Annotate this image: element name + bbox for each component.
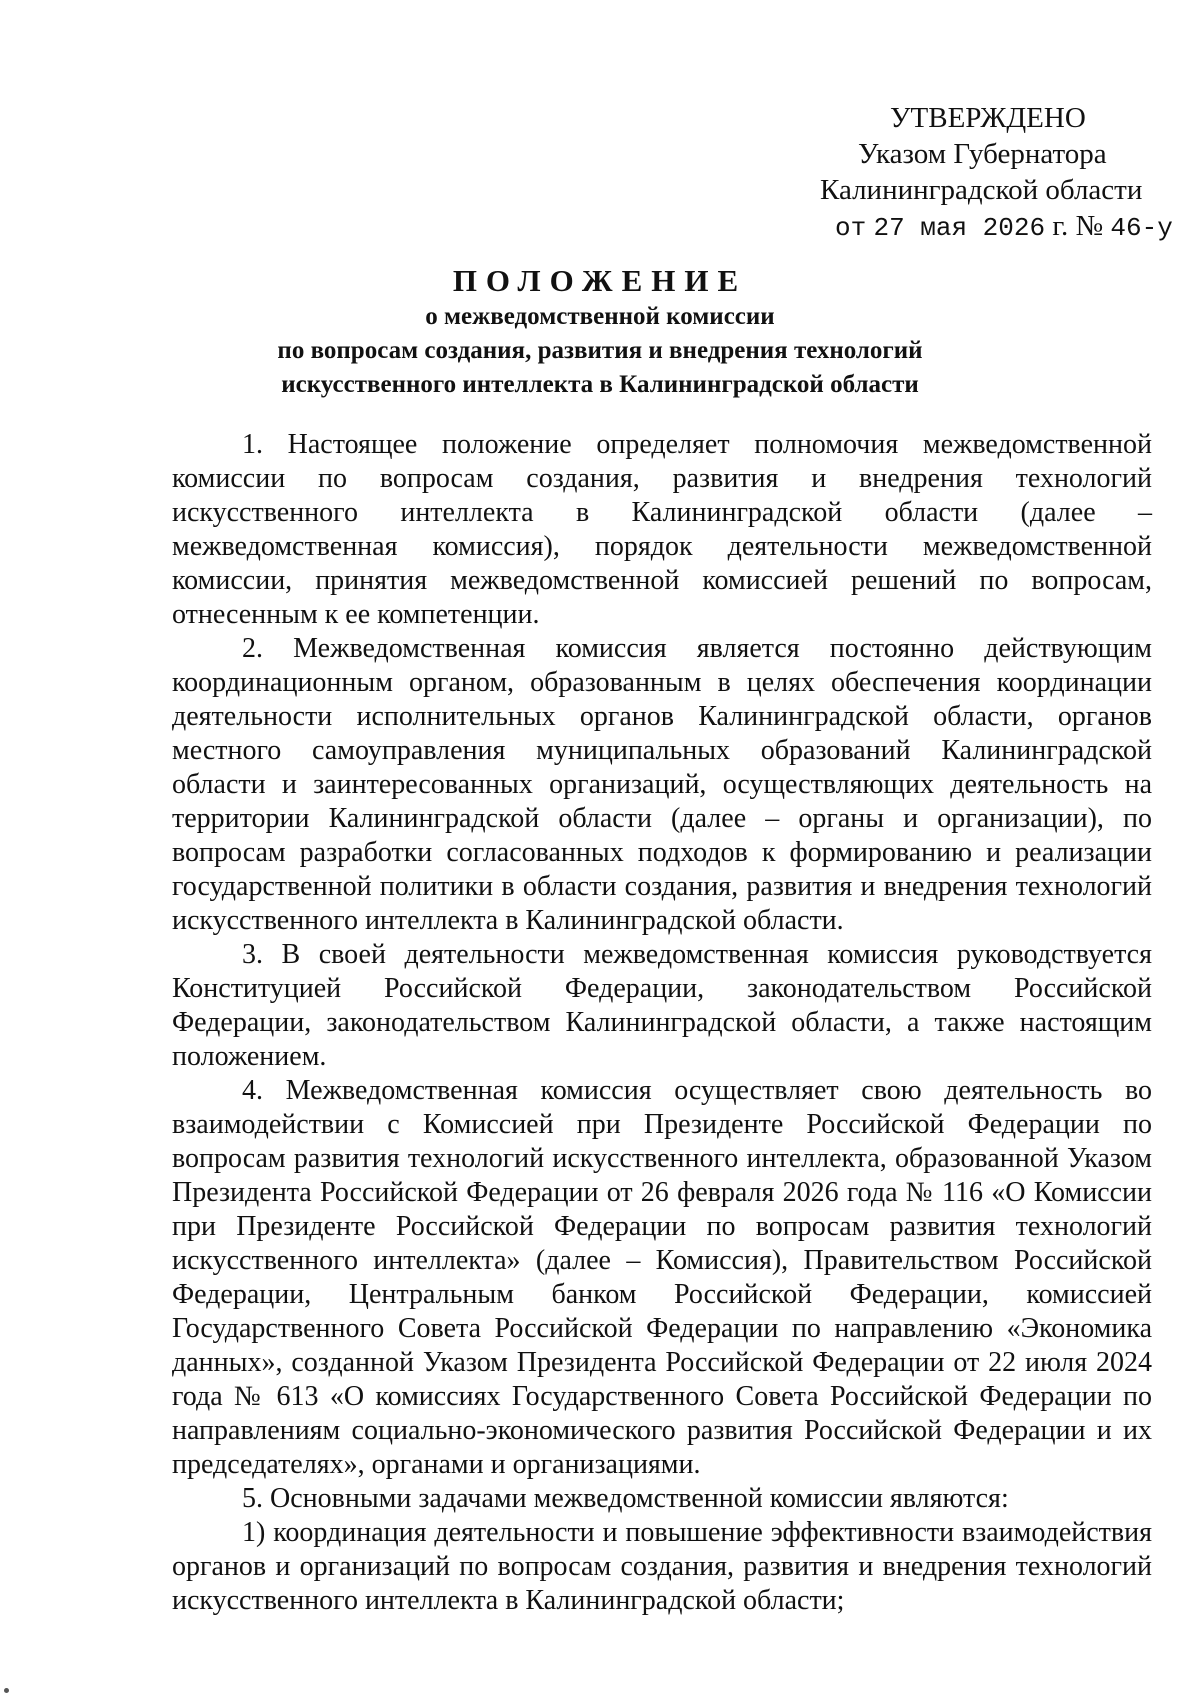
approval-date-line bbox=[820, 208, 1173, 246]
document-title-block bbox=[0, 262, 1200, 402]
approval-region: Калининградской области bbox=[820, 174, 1143, 206]
document-subtitle-line: о межведомственной комиссии bbox=[425, 303, 775, 330]
document-body bbox=[172, 428, 1152, 1618]
paragraph-5-item-1: 1) координация деятельности и повышение эффективности взаимодействия органов и организаций по вопросам создания, развития и внедрения технологий искусственного интеллекта в Калининградской области; bbox=[172, 1517, 1152, 1616]
paragraph-4: 4. Межведомственная комиссия осуществляет свою деятельность во взаимодействии с Комиссией при Президенте Российской Федерации по вопросам развития технологий искусственного интеллекта, образованной Указом Президента Российской Федерации от 26 февраля 2026 года № 116 «О Комиссии при Президенте Российской Федерации по вопросам развития технологий искусственного интеллекта» (далее – Комиссия), Правительством Российской Федерации, Центральным банком Российской Федерации, комиссией Государственного Совета Российской Федерации по направлению «Экономика данных», созданной Указом Президента Российской Федерации от 22 июля 2024 года № 613 «О комиссиях Государственного Совета Российской Федерации по направлениям социально-экономического развития Российской Федерации и их председателях», органами и организациями. bbox=[172, 1075, 1152, 1480]
document-subtitle-line: по вопросам создания, развития и внедрения технологий bbox=[277, 337, 923, 364]
approval-prefix: от bbox=[835, 213, 867, 243]
document-title: ПОЛОЖЕНИЕ bbox=[452, 263, 748, 298]
paragraph-2: 2. Межведомственная комиссия является постоянно действующим координационным органом, образованным в целях обеспечения координации деятельности исполнительных органов Калининградской области, органов местного самоуправления муниципальных образований Калининградской области и заинтересованных организаций, осуществляющих деятельность на территории Калининградской области (далее – органы и организации), по вопросам разработки согласованных подходов к формированию и реализации государственной политики в области создания, развития и внедрения технологий искусственного интеллекта в Калининградской области. bbox=[172, 633, 1152, 936]
approval-heading: УТВЕРЖДЕНО bbox=[890, 102, 1086, 134]
approval-number: 46-у bbox=[1110, 213, 1173, 243]
paragraph-1: 1. Настоящее положение определяет полномочия межведомственной комиссии по вопросам создания, развития и внедрения технологий искусственного интеллекта в Калининградской области (далее – межведомственная комиссия), порядок деятельности межведомственной комиссии, принятия межведомственной комиссией решений по вопросам, отнесенным к ее компетенции. bbox=[172, 429, 1152, 630]
approval-year-suffix: г. № bbox=[1052, 210, 1104, 242]
approval-authority: Указом Губернатора bbox=[858, 138, 1107, 170]
approval-date: 27 мая 2026 bbox=[873, 213, 1046, 243]
scan-speck bbox=[4, 1688, 9, 1693]
paragraph-5: 5. Основными задачами межведомственной комиссии являются: bbox=[242, 1483, 1009, 1514]
document-subtitle-line: искусственного интеллекта в Калининградской области bbox=[281, 371, 919, 398]
approval-stamp bbox=[820, 100, 1173, 246]
paragraph-3: 3. В своей деятельности межведомственная комиссия руководствуется Конституцией Российской Федерации, законодательством Российской Федерации, законодательством Калининградской области, а также настоящим положением. bbox=[172, 939, 1152, 1072]
